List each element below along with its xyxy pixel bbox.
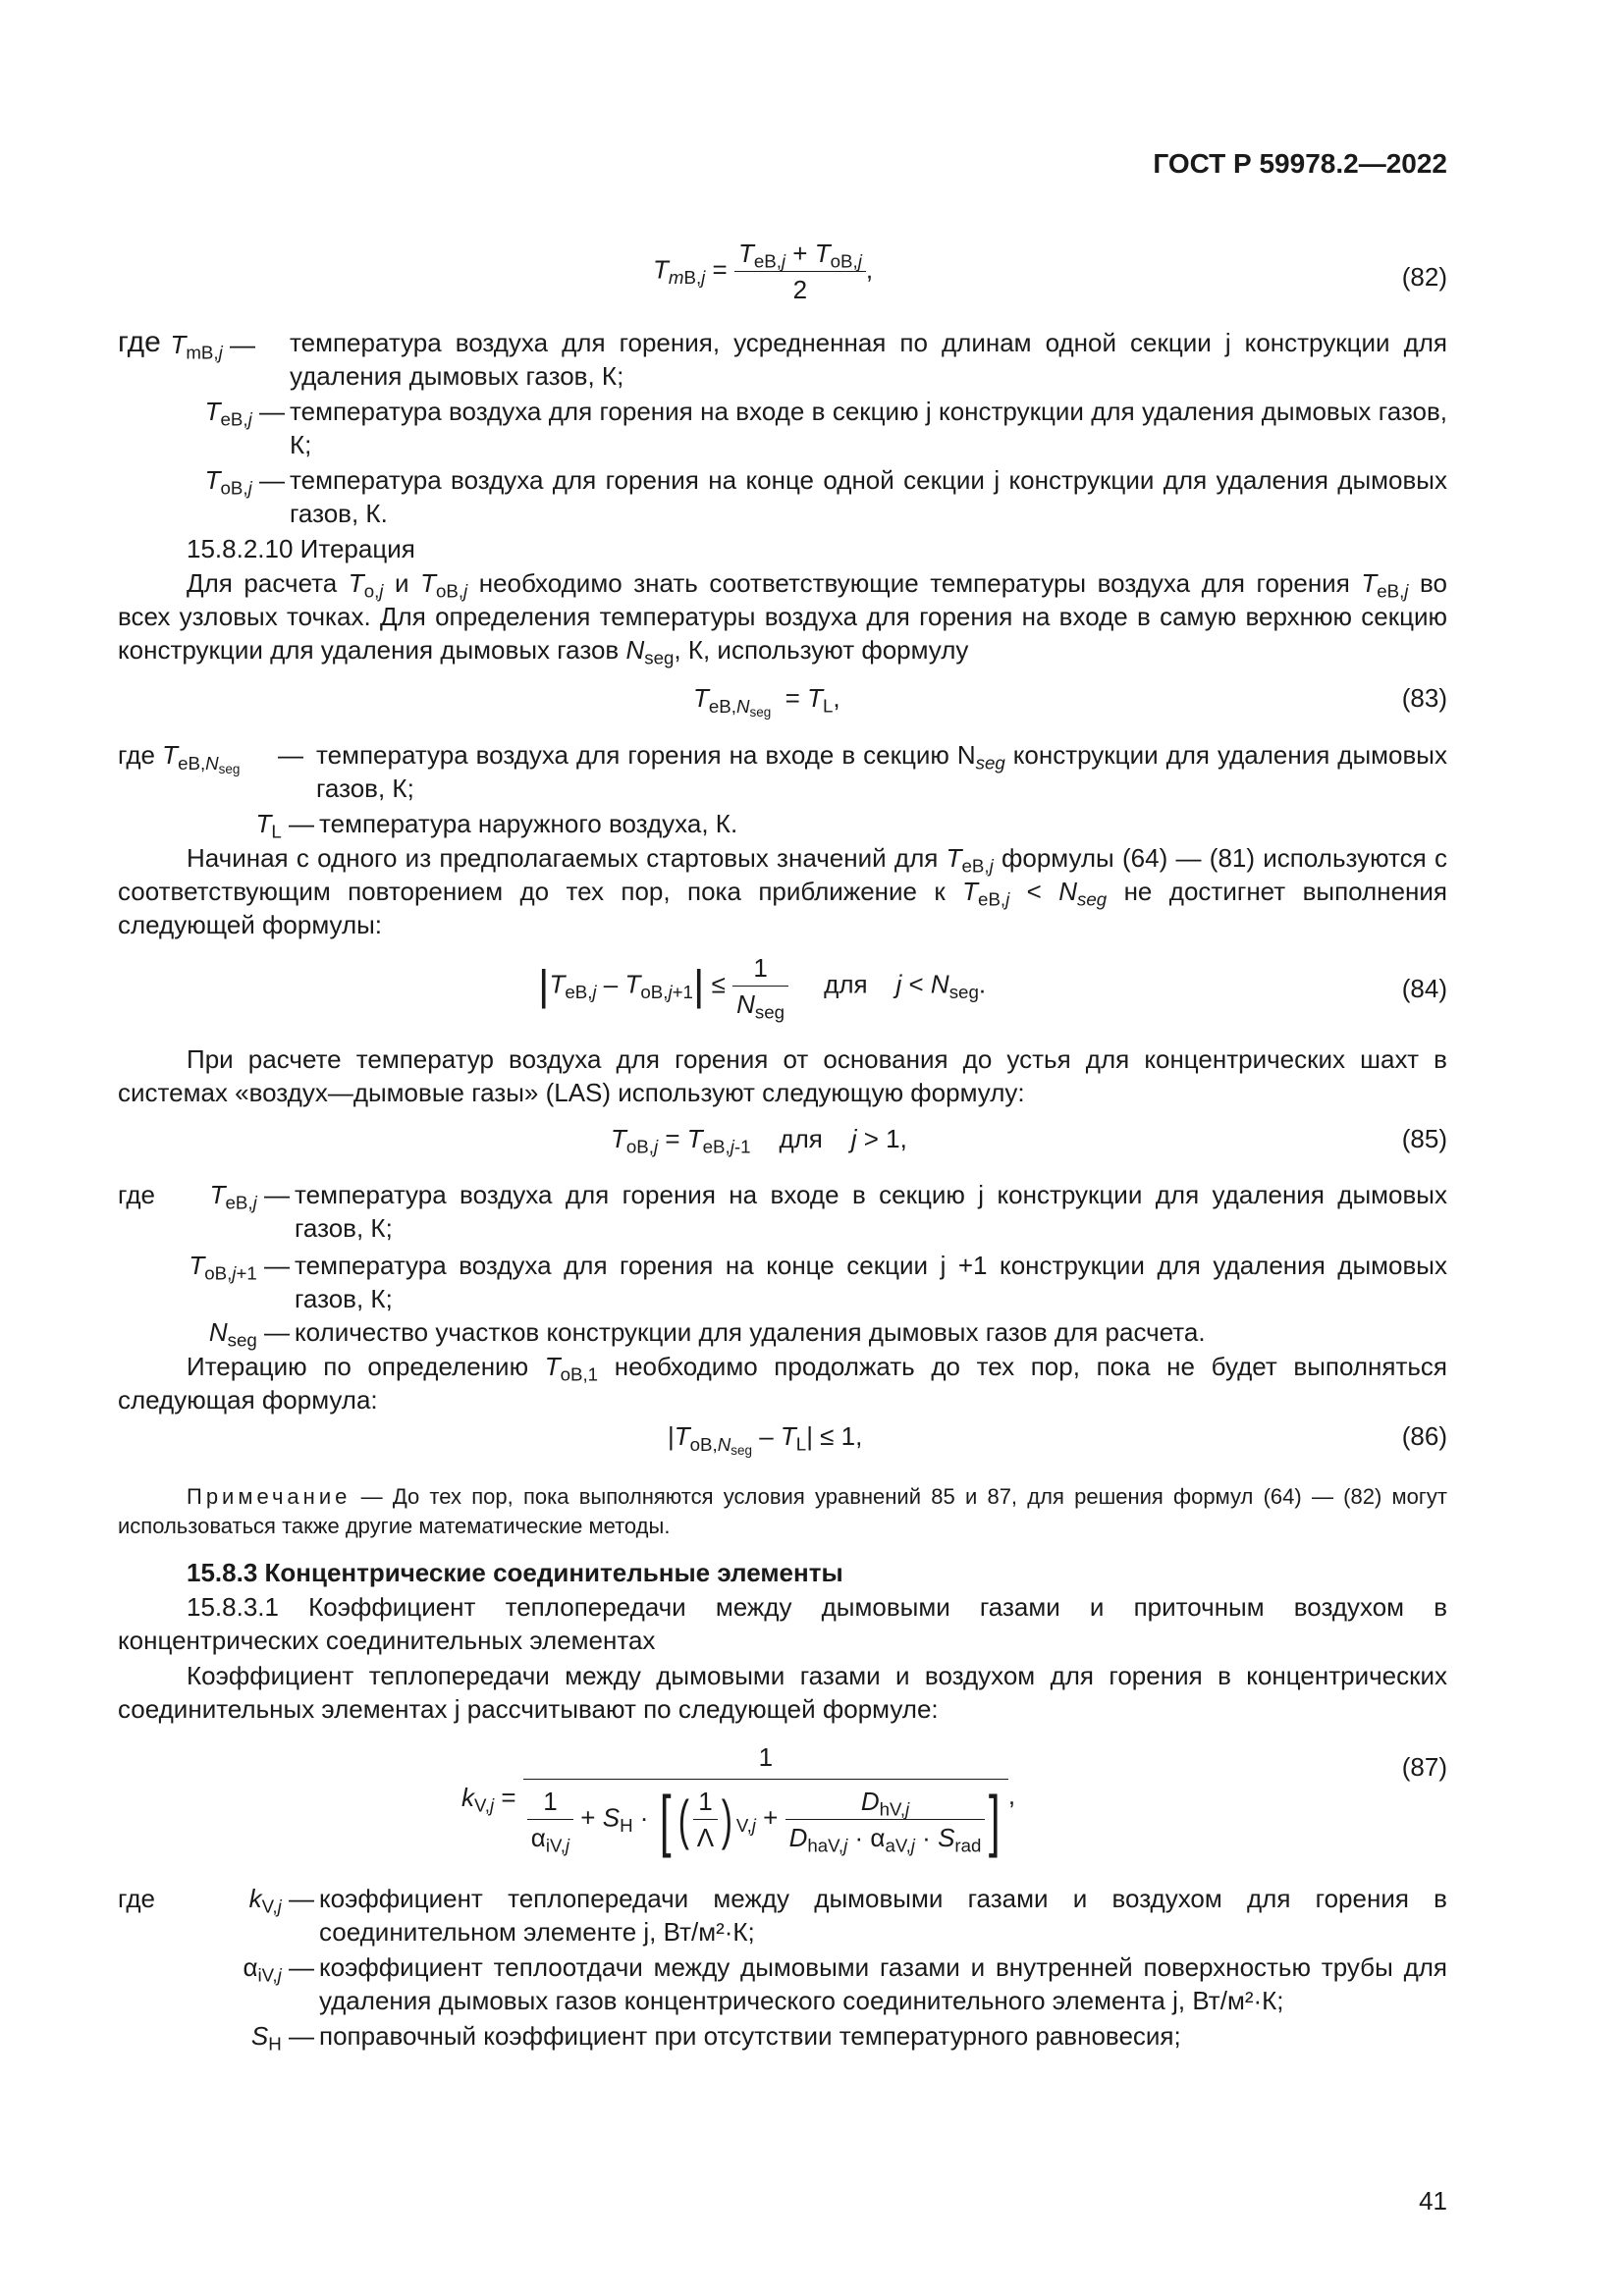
paragraph-iteration-intro: Для расчета $T_{o,j}$ и $T_{oB,j}$ необходимо знать соответствующие температуры воздуха для горения $T_{eB,j}$ во всех узловых точках. Для определения температуры воздуха для горения на входе в самую верхнюю секцию конструкции для удаления дымовых газов $N_{seg}$, К, используют формулу xyxy=(118,568,1447,668)
symbol-TmBj: $T_{mB,j}$ — xyxy=(170,330,255,363)
formula-83: $T_{eB,N_{seg}} = T_L$, xyxy=(693,683,840,720)
symbol-kVj: $k_{V,j}$ — xyxy=(248,1884,314,1917)
definition-ToBj: температура воздуха для горения на конце одной секции j конструкции для удаления дымовых газов, К. xyxy=(290,465,1447,528)
symbol-TeBj: $T_{eB,j}$ — xyxy=(204,397,285,430)
definition-TeBNseg: температура воздуха для горения на входе в секцию $N_{seg}$ конструкции для удаления дымовых газов, К; xyxy=(316,740,1447,803)
symbol-ToBj: $T_{oB,j}$ — xyxy=(204,465,285,499)
definition-ToBj1: температура воздуха для горения на конце секции j +1 конструкции для удаления дымовых газов, К; xyxy=(295,1251,1447,1313)
document-header: ГОСТ Р 59978.2—2022 xyxy=(1153,148,1447,179)
page-number: 41 xyxy=(1419,2186,1447,2216)
symbol-Nseg: $N_{seg}$ — xyxy=(208,1317,290,1351)
formula-85: $T_{oB,j} = T_{eB,j-1}$ для j > 1, xyxy=(611,1124,907,1157)
where-label: где xyxy=(118,326,161,358)
definition-alpha-iVj: коэффициент теплоотдачи между дымовыми газами и внутренней поверхностью трубы для удаления дымовых газов концентрического соединительного элемента j, Вт/м²·К; xyxy=(319,1952,1447,2015)
equation-number-86: (86) xyxy=(1401,1421,1447,1451)
section-15-8-3-heading: 15.8.3 Концентрические соединительные элементы xyxy=(187,1558,843,1587)
symbol-alpha-iVj: $\alpha_{iV,j}$ — xyxy=(243,1952,314,1986)
where-label-85: где xyxy=(118,1180,155,1209)
symbol-TeBj-85: $T_{eB,j}$ — xyxy=(209,1180,290,1213)
equation-number-82: (82) xyxy=(1401,262,1447,292)
formula-87: $k_{V,j}$ = 1 $\frac{1}{\alpha_{iV,j}}$ + $S_H$ · [ ( $\frac{1}{\Lambda}$ ) $_{V,j}$ + $\frac{D_{hV,j}}{D_{haV,j} \cdot \alpha_{aV,j} \cdot S_{rad}}$ ] , xyxy=(461,1739,1015,1855)
formula-86: $|T_{oB,N_{seg}} - T_L| \le 1$, xyxy=(668,1421,863,1458)
definition-SH: поправочный коэффициент при отсутствии температурного равновесия; xyxy=(319,2021,1181,2051)
symbol-TL: $T_L$ — xyxy=(255,809,314,842)
definition-TeBj-85: температура воздуха для горения на входе в секцию j конструкции для удаления дымовых газов, К; xyxy=(295,1180,1447,1243)
formula-82: $T_{mB,j}$ = $\frac{T_{eB,j} + T_{oB,j}}{2}$ , xyxy=(653,236,873,307)
paragraph-coefficient: Коэффициент теплопередачи между дымовыми газами и воздухом для горения в концентрических соединительных элементах j рассчитывают по следующей формуле: xyxy=(118,1661,1447,1724)
section-15-8-2-10-heading: 15.8.2.10 Итерация xyxy=(187,534,415,563)
where-label-87: где xyxy=(118,1884,155,1913)
definition-Nseg: количество участков конструкции для удаления дымовых газов для расчета. xyxy=(295,1317,1206,1347)
note: Примечание — До тех пор, пока выполняются условия уравнений 85 и 87, для решения формул (64) — (82) могут использоваться также другие математические методы. xyxy=(118,1484,1447,1538)
paragraph-iteration-continue: Итерацию по определению $T_{oB,1}$ необходимо продолжать до тех пор, пока не будет выполняться следующая формула: xyxy=(118,1352,1447,1415)
symbol-ToBj1: $T_{oB,j+1}$ — xyxy=(189,1251,290,1284)
definition-TL: температура наружного воздуха, К. xyxy=(319,809,738,838)
symbol-SH: $S_H$ — xyxy=(250,2021,314,2055)
equation-number-84: (84) xyxy=(1401,974,1447,1003)
paragraph-15-8-3-1: 15.8.3.1 Коэффициент теплопередачи между дымовыми газами и приточным воздухом в концентрических соединительных элементах xyxy=(118,1592,1447,1655)
where-label-83: где $T_{eB,N_{seg}}$ xyxy=(118,740,241,776)
definition-TmBj: температура воздуха для горения, усредненная по длинам одной секции j конструкции для удаления дымовых газов, К; xyxy=(290,328,1447,391)
dash: — xyxy=(278,740,303,770)
formula-84: $|T_{eB,j} - T_{oB,j+1}|$ ≤ $\frac{1}{N_{seg}}$ для $j < N_{seg}$. xyxy=(538,950,986,1022)
equation-number-83: (83) xyxy=(1401,683,1447,713)
definition-TeBj: температура воздуха для горения на входе в секцию j конструкции для удаления дымовых газов, К; xyxy=(290,397,1447,459)
paragraph-starting-values: Начиная с одного из предполагаемых стартовых значений для $T_{eB,j}$ формулы (64) — (81) используются с соответствующим повторением до тех пор, пока приближение к $T_{eB,j} < N_{seg}$ не достигнет выполнения следующей формулы: xyxy=(118,843,1448,939)
equation-number-85: (85) xyxy=(1401,1124,1447,1153)
equation-number-87: (87) xyxy=(1401,1752,1447,1782)
definition-kVj: коэффициент теплопередачи между дымовыми газами и воздухом для горения в соединительном элементе j, Вт/м²·К; xyxy=(319,1884,1447,1947)
paragraph-las-formula: При расчете температур воздуха для горения от основания до устья для концентрических шахт в системах «воздух—дымовые газы» (LAS) используют следующую формулу: xyxy=(118,1044,1447,1107)
